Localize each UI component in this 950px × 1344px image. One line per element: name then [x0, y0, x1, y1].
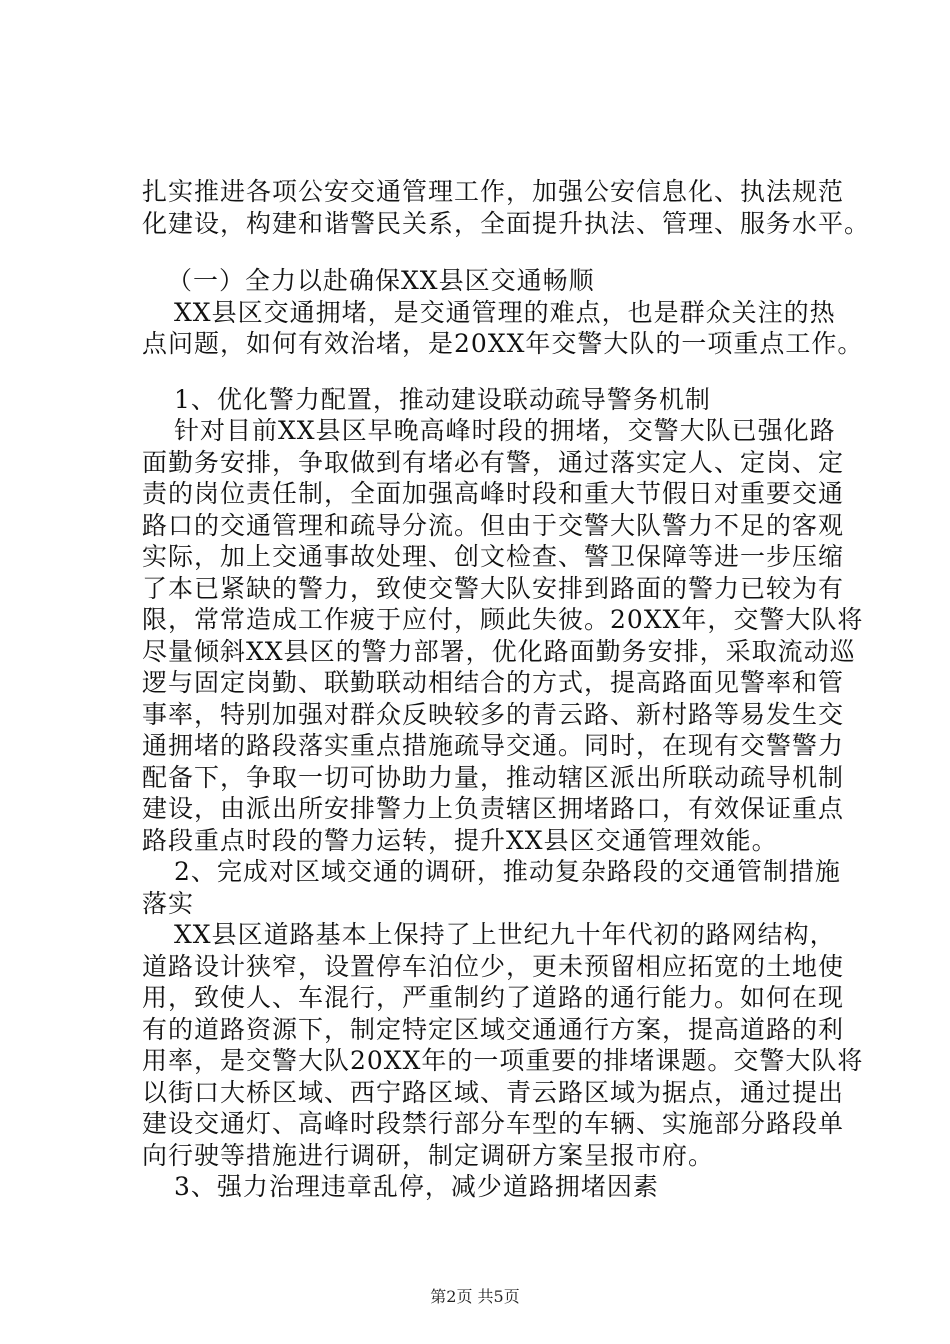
item1-para-line: 路段重点时段的警力运转，提升XX县区交通管理效能。 — [142, 825, 778, 855]
item1-para-line: 限，常常造成工作疲于应付，顾此失彼。20XX年，交警大队将 — [142, 605, 864, 634]
intro-line: 化建设，构建和谐警民关系，全面提升执法、管理、服务水平。 — [142, 208, 871, 238]
item1-para-line: 通拥堵的路段落实重点措施疏导交通。同时，在现有交警警力 — [142, 731, 845, 760]
page-number: 第2页 共5页 — [430, 1287, 520, 1306]
item2-para-line: 道路设计狭窄，设置停车泊位少，更未预留相应拓宽的土地使 — [142, 951, 845, 981]
item1-para-line: 路口的交通管理和疏导分流。但由于交警大队警力不足的客观 — [142, 510, 845, 540]
item2-para-line: 向行驶等措施进行调研，制定调研方案呈报市府。 — [142, 1140, 715, 1170]
item1-para-line: 实际，加上交通事故处理、创文检查、警卫保障等进一步压缩 — [142, 542, 845, 571]
item2-para-line: 用率，是交警大队20XX年的一项重要的排堵课题。交警大队将 — [142, 1046, 864, 1075]
item1-heading: 1、优化警力配置，推动建设联动疏导警务机制 — [174, 384, 711, 414]
item2-heading: 落实 — [142, 888, 195, 918]
section1-heading: （一）全力以赴确保XX县区交通畅顺 — [167, 266, 595, 295]
intro-line: 扎实推进各项公安交通管理工作，加强公安信息化、执法规范 — [142, 177, 845, 206]
item2-para-line: 建设交通灯、高峰时段禁行部分车型的车辆、实施部分路段单 — [142, 1109, 845, 1138]
item1-para-line: 事率，特别加强对群众反映较多的青云路、新村路等易发生交 — [142, 699, 845, 729]
item1-para-line: 尽量倾斜XX县区的警力部署，优化路面勤务安排，采取流动巡 — [142, 636, 856, 666]
item1-para-line: 逻与固定岗勤、联勤联动相结合的方式，提高路面见警率和管 — [142, 668, 845, 697]
section1-para-line: 点问题，如何有效治堵，是20XX年交警大队的一项重点工作。 — [142, 329, 864, 358]
item1-para-line: 针对目前XX县区早晚高峰时段的拥堵，交警大队已强化路 — [174, 416, 836, 445]
item2-para-line: XX县区道路基本上保持了上世纪九十年代初的路网结构， — [174, 920, 836, 949]
item1-para-line: 建设，由派出所安排警力上负责辖区拥堵路口，有效保证重点 — [142, 794, 845, 823]
item1-para-line: 了本已紧缺的警力，致使交警大队安排到路面的警力已较为有 — [142, 573, 845, 603]
item2-para-line: 有的道路资源下，制定特定区域交通通行方案，提高道路的利 — [142, 1014, 845, 1044]
section1-para-line: XX县区交通拥堵，是交通管理的难点，也是群众关注的热 — [174, 297, 836, 327]
item3-heading: 3、强力治理违章乱停，减少道路拥堵因素 — [174, 1172, 659, 1201]
item2-heading: 2、完成对区域交通的调研，推动复杂路段的交通管制措施 — [174, 857, 841, 886]
item1-para-line: 配备下，争取一切可协助力量，推动辖区派出所联动疏导机制 — [142, 762, 845, 792]
document-body — [142, 176, 871, 1203]
item2-para-line: 用，致使人、车混行，严重制约了道路的通行能力。如何在现 — [142, 983, 845, 1012]
item2-para-line: 以街口大桥区域、西宁路区域、青云路区域为据点，通过提出 — [142, 1077, 845, 1107]
item1-para-line: 责的岗位责任制，全面加强高峰时段和重大节假日对重要交通 — [142, 479, 845, 508]
item1-para-line: 面勤务安排，争取做到有堵必有警，通过落实定人、定岗、定 — [142, 447, 845, 477]
